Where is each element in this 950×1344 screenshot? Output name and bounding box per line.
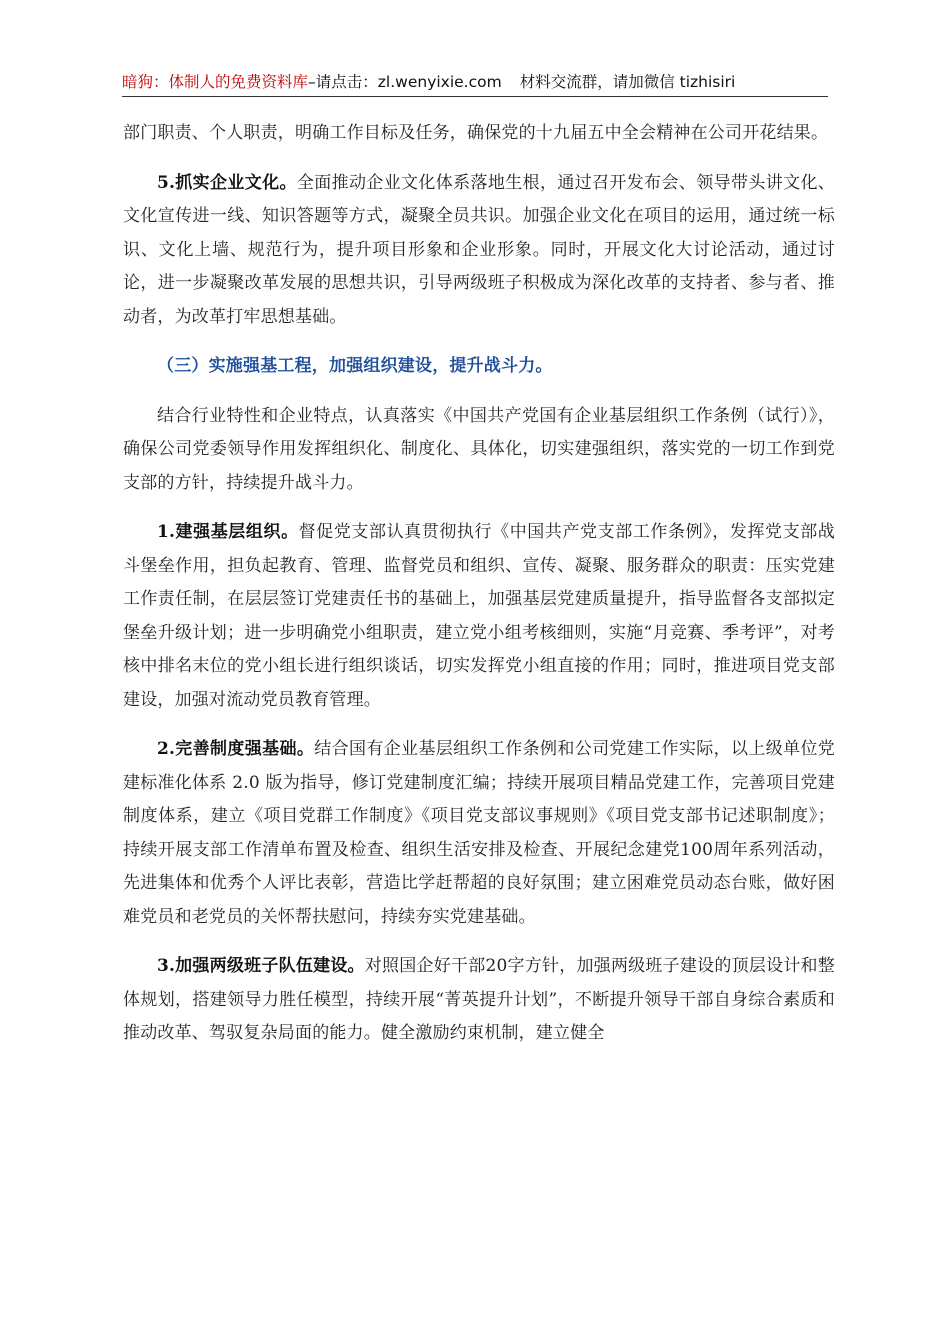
- paragraph-heading: 2.完善制度强基础。: [157, 739, 315, 759]
- paragraph-text: 对照国企好干部20字方针，加强两级班子建设的顶层设计和整体规划，搭建领导力胜任模型，持续开展“菁英提升计划”，不断提升领导干部自身综合素质和推动改革、驾驭复杂局面的能力。健全激励约束机制，建立健全: [123, 956, 835, 1043]
- header-link-prefix: –请点击：: [308, 73, 378, 91]
- header-contact: 材料交流群，请加微信 tizhisiri: [519, 73, 736, 91]
- paragraph-system-foundation: [123, 733, 835, 934]
- paragraph-heading: 1.建强基层组织。: [157, 522, 299, 542]
- paragraph-text: 全面推动企业文化体系落地生根，通过召开发布会、领导带头讲文化、文化宣传进一线、知识答题等方式，凝聚全员共识。加强企业文化在项目的运用，通过统一标识、文化上墙、规范行为，提升项目形象和企业形象。同时，开展文化大讨论活动，通过讨论，进一步凝聚改革发展的思想共识，引导两级班子积极成为深化改革的支持者、参与者、推动者，为改革打牢思想基础。: [123, 172, 836, 327]
- paragraph-section-intro: 结合行业特性和企业特点，认真落实《中国共产党国有企业基层组织工作条例（试行）》，确保公司党委领导作用发挥组织化、制度化、具体化，切实建强组织，落实党的一切工作到党支部的方针，持续提升战斗力。: [123, 405, 835, 493]
- paragraph-heading: 5.抓实企业文化。: [157, 172, 297, 193]
- header-link[interactable]: zl.wenyixie.com: [377, 73, 502, 91]
- header-divider: [122, 96, 828, 97]
- paragraph-text: 结合国有企业基层组织工作条例和公司党建工作实际，以上级单位党建标准化体系 2.0 版为指导，修订党建制度汇编；持续开展项目精品党建工作，完善项目党建制度体系，建立《项目党群工作制度》《项目党支部议事规则》《项目党支部书记述职制度》；持续开展支部工作清单布置及检查、组织生活安排及检查、开展纪念建党100周年系列活动，先进集体和优秀个人评比表彰，营造比学赶帮超的良好氛围；建立困难党员动态台账，做好困难党员和老党员的关怀帮扶慰问，持续夯实党建基础。: [123, 739, 836, 927]
- document-body: [123, 117, 835, 1067]
- section-heading: （三）实施强基工程，加强组织建设，提升战斗力。: [157, 356, 553, 376]
- paragraph-continued: 部门职责、个人职责，明确工作目标及任务，确保党的十九届五中全会精神在公司开花结果。: [123, 123, 829, 143]
- paragraph-corporate-culture: [123, 167, 835, 335]
- paragraph-heading: 3.加强两级班子队伍建设。: [157, 956, 365, 976]
- paragraph-text: 督促党支部认真贯彻执行《中国共产党支部工作条例》，发挥党支部战斗堡垒作用，担负起教育、管理、监督党员和组织、宣传、凝聚、服务群众的职责：压实党建工作责任制，在层层签订党建责任书的基础上，加强基层党建质量提升，指导监督各支部拟定堡垒升级计划；进一步明确党小组职责，建立党小组考核细则，实施“月竞赛、季考评”，对考核中排名末位的党小组长进行组织谈话，切实发挥党小组直接的作用；同时，推进项目党支部建设，加强对流动党员教育管理。: [123, 522, 835, 710]
- header-brand: 暗狗：体制人的免费资料库: [122, 73, 309, 91]
- paragraph-leadership-team: [123, 950, 835, 1051]
- paragraph-grassroots-organization: [123, 516, 835, 717]
- page-header: [122, 70, 828, 96]
